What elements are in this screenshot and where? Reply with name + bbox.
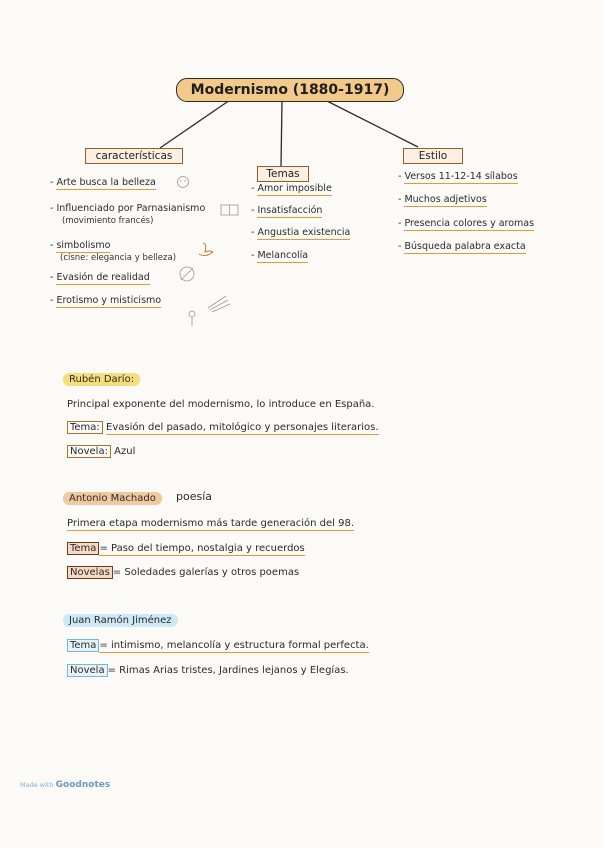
author-tema: Tema = Paso del tiempo, nostalgia y recuerdos: [67, 543, 305, 554]
list-item: - Melancolía: [251, 250, 309, 261]
list-item: - Búsqueda palabra exacta: [398, 241, 526, 252]
list-item: - simbolismo: [50, 240, 111, 251]
author-tema: Tema: Evasión del pasado, mitológico y personajes literarios.: [67, 422, 379, 433]
list-item: - Influenciado por Parnasianismo: [50, 203, 206, 214]
goodnotes-watermark: Made with Goodnotes: [20, 780, 111, 790]
author-genre: poesía: [176, 490, 213, 503]
page-title: Modernismo (1880-1917): [176, 78, 404, 102]
author-name-juan-ramon-jimenez: Juan Ramón Jiménez: [63, 614, 178, 627]
author-tema: Tema = intimismo, melancolía y estructura formal perfecta.: [67, 640, 369, 651]
list-item: - Amor imposible: [251, 183, 332, 194]
list-item: - Angustia existencia: [251, 227, 351, 238]
list-item: - Evasión de realidad: [50, 272, 150, 283]
author-intro: Primera etapa modernismo más tarde generación del 98.: [67, 518, 354, 529]
author-novela: Novela: Azul: [67, 446, 135, 457]
globe-doodle-icon: [178, 265, 196, 283]
face-doodle-icon: [176, 175, 190, 189]
list-item-note: (cisne: elegancia y belleza): [60, 253, 177, 263]
author-intro: Principal exponente del modernismo, lo introduce en España.: [67, 399, 375, 410]
list-item: - Insatisfacción: [251, 205, 323, 216]
swan-doodle-icon: [195, 240, 217, 260]
branch-label-temas: Temas: [257, 166, 309, 182]
author-name-ruben-dario: Rubén Darío:: [63, 373, 140, 386]
list-item: - Muchos adjetivos: [398, 194, 487, 205]
list-item-note: (movimiento francés): [62, 216, 154, 226]
figures-doodle-icon: [186, 292, 234, 330]
author-novela: Novelas = Soledades galerías y otros poemas: [67, 567, 299, 578]
list-item: - Arte busca la belleza: [50, 177, 156, 188]
branch-label-estilo: Estilo: [403, 148, 463, 164]
list-item: - Erotismo y misticismo: [50, 295, 162, 306]
list-item: - Versos 11-12-14 sílabos: [398, 171, 518, 182]
author-name-antonio-machado: Antonio Machado: [63, 492, 162, 505]
branch-label-caracteristicas: características: [85, 148, 183, 164]
list-item: - Presencia colores y aromas: [398, 218, 535, 229]
book-doodle-icon: [220, 203, 240, 217]
author-novela: Novela = Rimas Arias tristes, Jardines lejanos y Elegías.: [67, 665, 349, 676]
